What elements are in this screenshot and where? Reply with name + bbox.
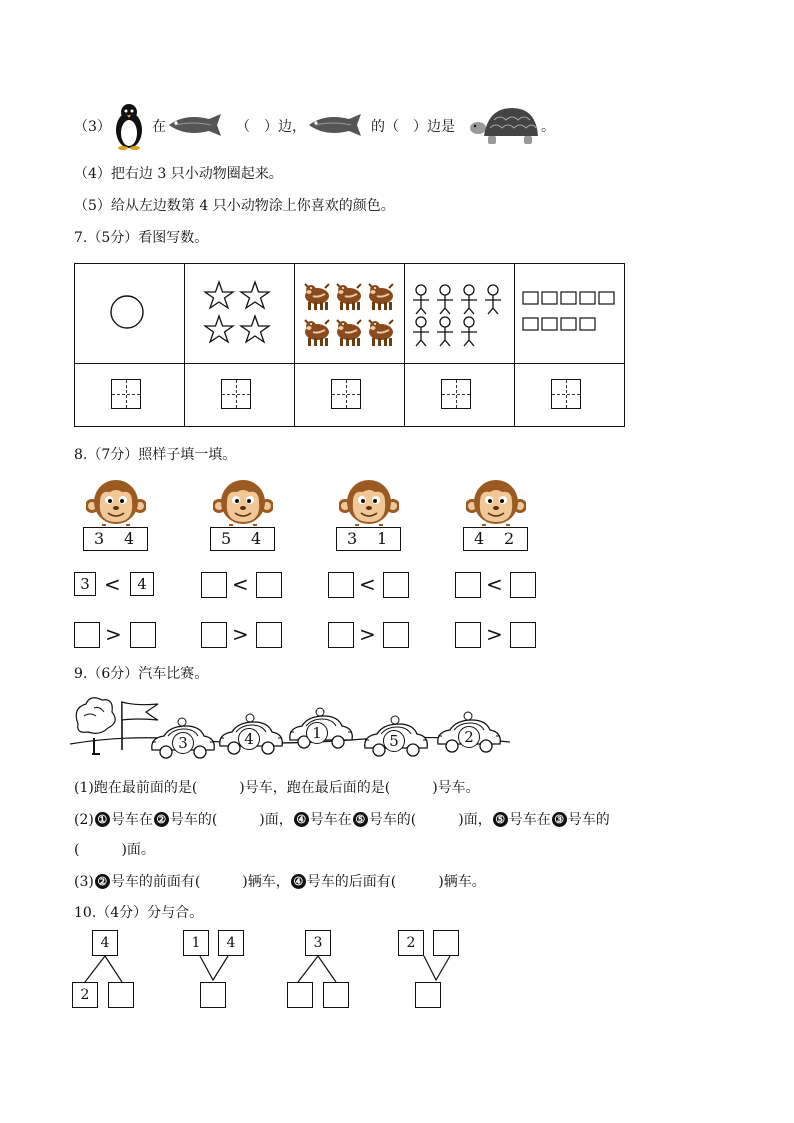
less-than-sign: < [104,572,121,596]
q7-table [74,263,625,427]
q9-item-1: (1)跑在最前面的是( )号车，跑在最后面的是( )号车。 [74,780,480,796]
answer-box[interactable] [108,982,134,1008]
sign-number: 3 [347,529,358,548]
answer-box[interactable] [111,379,141,409]
monkey-icon [466,478,526,526]
answer-box[interactable] [455,622,481,648]
monkey-icon [86,478,146,526]
answer-box[interactable] [415,982,441,1008]
text-blank-side: （ ）边， [236,119,306,135]
circled-number: ⑤ [493,812,508,827]
q6-item-5: （5）给从左边数第 4 只小动物涂上你喜欢的颜色。 [74,198,395,214]
period: 。 [541,119,555,135]
circled-number: ④ [294,812,309,827]
text-segment: 号车在 [309,812,352,828]
car-number: 2 [458,726,480,748]
monkey-icon [339,478,399,526]
text-segment: 号车的后面有( )辆车。 [306,874,486,890]
answer-box[interactable] [221,379,251,409]
number-box: 1 [183,930,209,956]
greater-than-sign: > [105,622,122,646]
car-number: 4 [238,728,260,750]
monkey-sign [336,527,401,551]
circled-number: ④ [291,874,306,889]
sign-number: 2 [504,529,515,548]
text-segment: 号车的前面有( )辆车， [110,874,290,890]
less-than-sign: < [232,572,249,596]
turtle-icon [466,104,542,146]
q9-item-2 [74,810,610,830]
sign-number: 4 [251,529,262,548]
sign-number: 1 [377,529,388,548]
item-prefix: (3) [74,874,94,890]
answer-box[interactable] [323,982,349,1008]
sign-number: 5 [221,529,232,548]
squares-picture [521,288,625,338]
fish-icon [305,111,371,139]
sign-number: 3 [94,529,105,548]
answer-box[interactable] [551,379,581,409]
answer-box[interactable] [201,572,227,598]
q6-item-3 [74,117,111,137]
less-than-sign: < [486,572,503,596]
race-car [434,710,506,754]
monkey-sign [83,527,148,551]
number-box: 3 [305,930,331,956]
circled-number: ③ [552,812,567,827]
car-number: 1 [306,722,328,744]
sign-number: 4 [124,529,135,548]
q6-item-4: （4）把右边 3 只小动物圈起来。 [74,166,283,182]
q9-item-3 [74,872,486,892]
circled-number: ⑤ [353,812,368,827]
car-number: 5 [383,730,405,752]
text-blank-side-is: 的（ ）边是 [371,119,455,135]
number-box: 4 [92,930,118,956]
penguin-icon [108,102,150,150]
stick-figures-picture [409,282,509,348]
fish-icon [165,111,231,139]
text-segment: 号车在 [508,812,551,828]
q10-title: 10.（4分）分与合。 [74,905,204,921]
item-number: （3） [74,119,111,135]
number-box: 4 [218,930,244,956]
text-segment: 号车的( )面， [368,812,492,828]
race-car [148,716,220,760]
text-segment: 号车的 [567,812,610,828]
text-zai: 在 [152,119,166,135]
race-car [286,706,358,750]
answer-box[interactable] [510,622,536,648]
monkey-sign [210,527,275,551]
item-prefix: (2) [74,812,94,828]
answer-box[interactable] [256,622,282,648]
text-segment: 号车的( )面， [169,812,293,828]
monkey-sign [463,527,528,551]
answer-box[interactable] [328,622,354,648]
answer-box[interactable] [74,622,100,648]
circle-picture [109,294,145,330]
monkey-icon [213,478,273,526]
tree-icon [76,698,115,754]
example-box: 4 [130,572,154,596]
q8-title: 8.（7分）照样子填一填。 [74,447,237,463]
q9-title: 9.（6分）汽车比赛。 [74,666,209,682]
answer-box[interactable] [441,379,471,409]
greater-than-sign: > [359,622,376,646]
race-car [216,712,288,756]
number-box: 2 [72,982,98,1008]
greater-than-sign: > [486,622,503,646]
answer-box[interactable] [383,622,409,648]
answer-box[interactable] [331,379,361,409]
stars-picture [203,280,273,346]
circled-number: ② [95,874,110,889]
car-number: 3 [172,732,194,754]
answer-box[interactable] [455,572,481,598]
text-segment: 号车在 [110,812,153,828]
answer-box[interactable] [433,930,459,956]
greater-than-sign: > [232,622,249,646]
answer-box[interactable] [201,622,227,648]
q7-title: 7.（5分）看图写数。 [74,230,209,246]
circled-number: ① [95,812,110,827]
race-car [361,714,433,758]
q9-item-2-cont: ( )面。 [74,842,155,858]
oxen-picture [301,278,397,348]
answer-box[interactable] [256,572,282,598]
number-box: 2 [398,930,424,956]
answer-box[interactable] [328,572,354,598]
circled-number: ② [154,812,169,827]
answer-box[interactable] [510,572,536,598]
less-than-sign: < [359,572,376,596]
answer-box[interactable] [287,982,313,1008]
answer-box[interactable] [383,572,409,598]
sign-number: 4 [474,529,485,548]
answer-box[interactable] [130,622,156,648]
example-box: 3 [74,572,96,596]
answer-box[interactable] [200,982,226,1008]
